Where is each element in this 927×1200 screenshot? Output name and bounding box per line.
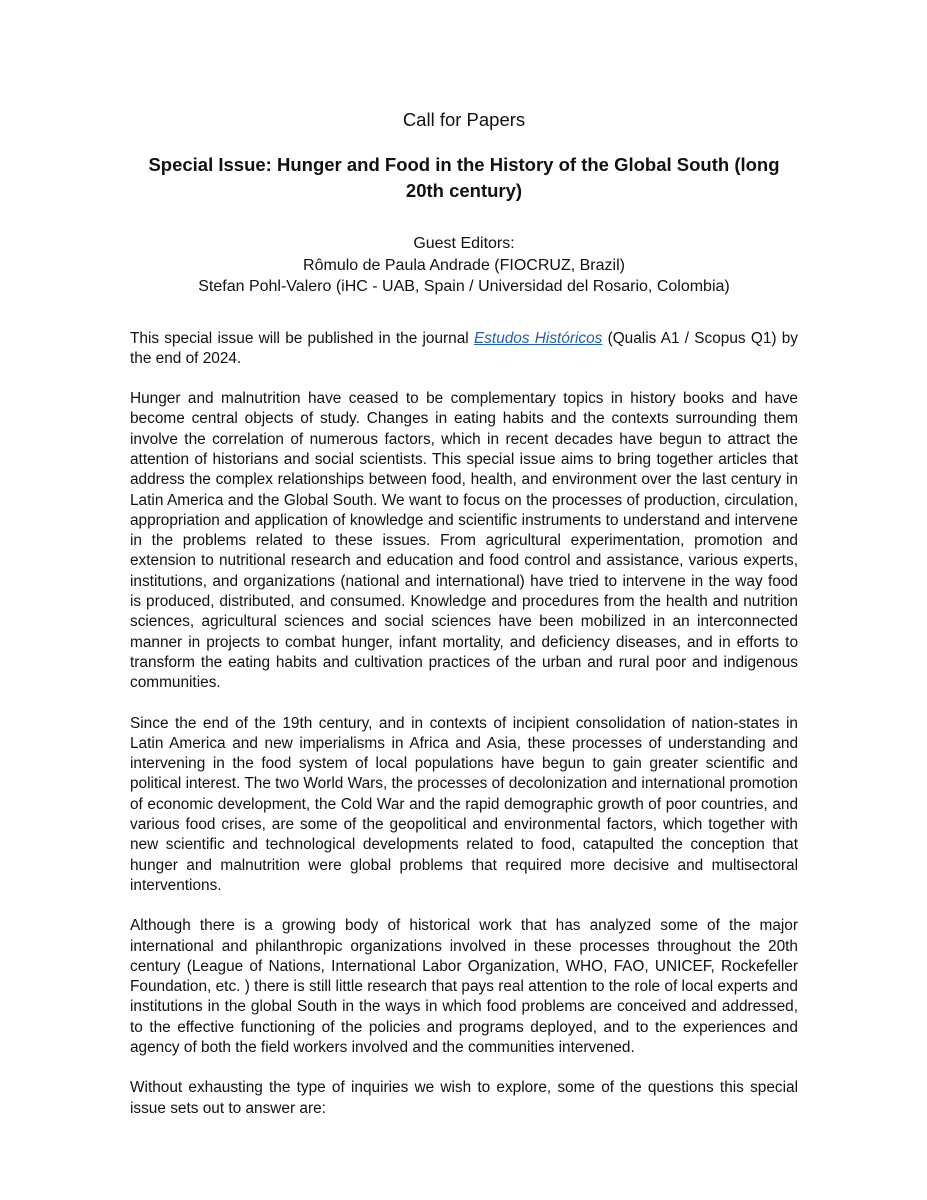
guest-editor-name: Stefan Pohl-Valero (iHC - UAB, Spain / Universidad del Rosario, Colombia) (198, 278, 730, 295)
document-heading: Call for Papers (402, 109, 526, 130)
body-paragraph: Without exhausting the type of inquiries we wish to explore, some of the questions this special issue sets out to answer are: (130, 1079, 798, 1117)
body-paragraph: Since the end of the 19th century, and in contexts of incipient consolidation of nation-states in Latin America and new imperialisms in Africa and Asia, these processes of understanding and intervening in the food system of local populations have begun to gain greater scientific and political interest. The two World Wars, the processes of decolonization and international promotion of economic development, the Cold War and the rapid demographic growth of poor countries, and various food crises, are some of the geopolitical and environmental factors, which together with new scientific and technological developments related to food, catapulted the conception that hunger and malnutrition were global problems that required more decisive and multisectoral interventions. (130, 714, 798, 894)
body-paragraph: Hunger and malnutrition have ceased to be complementary topics in history books and have become central objects of study. Changes in eating habits and the contexts surrounding them involve the correlation of numerous factors, which in recent decades have begun to attract the attention of historians and social scientists. This special issue aims to bring together articles that address the complex relationships between food, health, and environment over the last century in Latin America and the Global South. We want to focus on the processes of production, circulation, appropriation and application of knowledge and scientific instruments to understand and intervene in the problems related to these issues. From agricultural experimentation, promotion and extension to nutritional research and education and food control and assistance, various experts, institutions, and organizations (national and international) have tried to intervene in the way food is produced, distributed, and consumed. Knowledge and procedures from the health and nutrition sciences, agricultural sciences and social sciences have been mobilized in an interconnected manner in projects to combat hunger, infant mortality, and deficiency diseases, and in efforts to transform the eating habits and cultivation practices of the urban and rural poor and indigenous communities. (130, 390, 798, 692)
guest-editors-label: Guest Editors: (413, 235, 515, 252)
guest-editors-block (130, 233, 798, 298)
publication-note-text: This special issue will be published in the journal (130, 329, 474, 347)
journal-link[interactable]: Estudos Históricos (473, 329, 603, 347)
special-issue-title: Special Issue: Hunger and Food in the History of the Global South (long 20th century) (148, 154, 780, 201)
guest-editor-name: Rômulo de Paula Andrade (FIOCRUZ, Brazil) (303, 256, 625, 274)
body-paragraph: Although there is a growing body of historical work that has analyzed some of the major international and philanthropic organizations involved in these processes throughout the 20th century (League of Nations, International Labor Organization, WHO, FAO, UNICEF, Rockefeller Foundation, etc. ) there is still little research that pays real attention to the role of local experts and institutions in the global South in the ways in which food problems are conceived and addressed, to the effective functioning of the policies and programs deployed, and to the experiences and agency of both the field workers involved and the communities intervened. (130, 917, 798, 1056)
publication-note-text: (Qualis A1 / Scopus Q1) by the end of 2024. (130, 329, 798, 367)
publication-note (130, 329, 798, 370)
document-page (130, 108, 798, 1119)
